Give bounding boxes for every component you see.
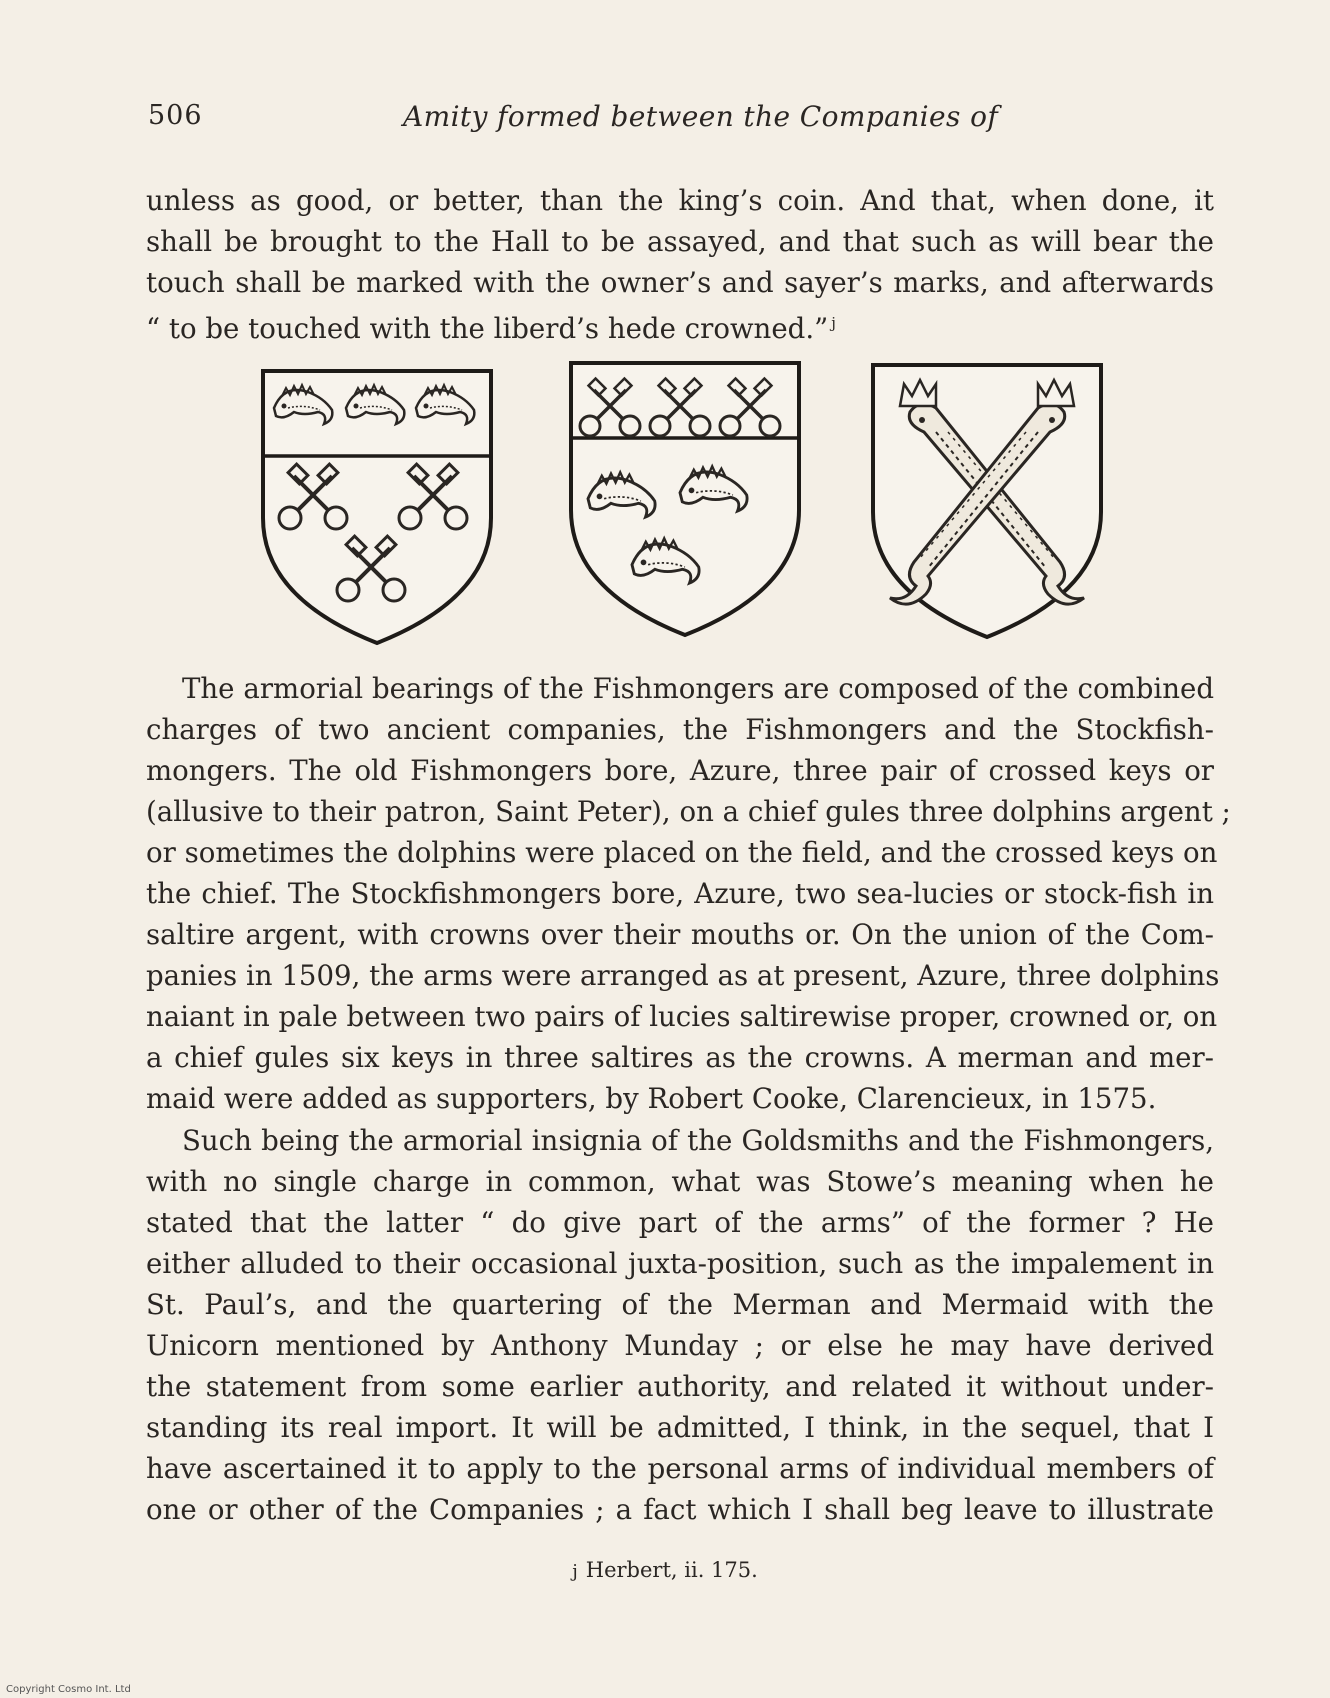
text-line: unless as good, or better, than the king’s coin. And that, when done, it [146, 184, 1214, 217]
text-line: panies in 1509, the arms were arranged as at present, Azure, three dolphins [146, 959, 1220, 992]
footnote [0, 1558, 1330, 1582]
running-title: Amity formed between the Companies of [403, 100, 999, 133]
text-line: with no single charge in common, what was Stowe’s meaning when he [146, 1165, 1214, 1198]
text-line: “ to be touched with the liberd’s hede crowned.” [146, 312, 829, 346]
footnote-text: Herbert, ii. 175. [585, 1558, 758, 1582]
text-line: (allusive to their patron, Saint Peter), on a chief gules three dolphins argent ; [146, 795, 1231, 828]
footnote-marker: j [572, 1561, 578, 1582]
paragraph-fishmongers-arms [146, 668, 1231, 1119]
text-line: St. Paul’s, and the quartering of the Merman and Mermaid with the [146, 1288, 1214, 1321]
text-line: shall be brought to the Hall to be assayed, and that such as will bear the [146, 225, 1214, 258]
text-line-with-footnote [146, 303, 1214, 344]
text-line: or sometimes the dolphins were placed on the field, and the crossed keys on [146, 836, 1218, 869]
text-line: the statement from some earlier authority, and related it without under- [146, 1370, 1214, 1403]
text-line: the chief. The Stockfishmongers bore, Azure, two sea-lucies or stock-fish in [146, 877, 1214, 910]
paragraph-top [146, 180, 1214, 344]
shield-keys-chief-dolphins-field-icon [568, 360, 802, 638]
text-line: mongers. The old Fishmongers bore, Azure, three pair of crossed keys or [146, 754, 1214, 787]
text-line: a chief gules six keys in three saltires as the crowns. A merman and mer- [146, 1041, 1214, 1074]
copyright-notice: Copyright Cosmo Int. Ltd [6, 1684, 131, 1695]
text-line: Unicorn mentioned by Anthony Munday ; or else he may have derived [146, 1329, 1214, 1362]
text-line: touch shall be marked with the owner’s and sayer’s marks, and afterwards [146, 266, 1214, 299]
running-head [148, 100, 1218, 140]
text-line: stated that the latter “ do give part of the arms” of the former ? He [146, 1206, 1214, 1239]
paragraph-insignia [146, 1120, 1214, 1530]
text-line: saltire argent, with crowns over their mouths or. On the union of the Com- [146, 918, 1214, 951]
page-number: 506 [148, 100, 203, 131]
text-line: charges of two ancient companies, the Fishmongers and the Stockfish- [146, 713, 1214, 746]
text-line: maid were added as supporters, by Robert Cooke, Clarencieux, in 1575. [146, 1082, 1157, 1115]
text-line: standing its real import. It will be admitted, I think, in the sequel, that I [146, 1411, 1214, 1444]
text-line: naiant in pale between two pairs of lucies saltirewise proper, crowned or, on [146, 1000, 1218, 1033]
text-line: have ascertained it to apply to the personal arms of individual members of [146, 1452, 1214, 1485]
text-line: The armorial bearings of the Fishmongers are composed of the combined [182, 672, 1214, 705]
text-line: Such being the armorial insignia of the Goldsmiths and the Fishmongers, [182, 1124, 1214, 1157]
text-line: either alluded to their occasional juxta-position, such as the impalement in [146, 1247, 1214, 1280]
text-line: one or other of the Companies ; a fact which I shall beg leave to illustrate [146, 1493, 1214, 1526]
footnote-marker: j [831, 314, 836, 332]
shield-stockfish-saltire-icon [870, 362, 1104, 640]
shield-dolphins-chief-keys-field-icon [260, 368, 494, 646]
armorial-illustrations [0, 368, 1330, 648]
